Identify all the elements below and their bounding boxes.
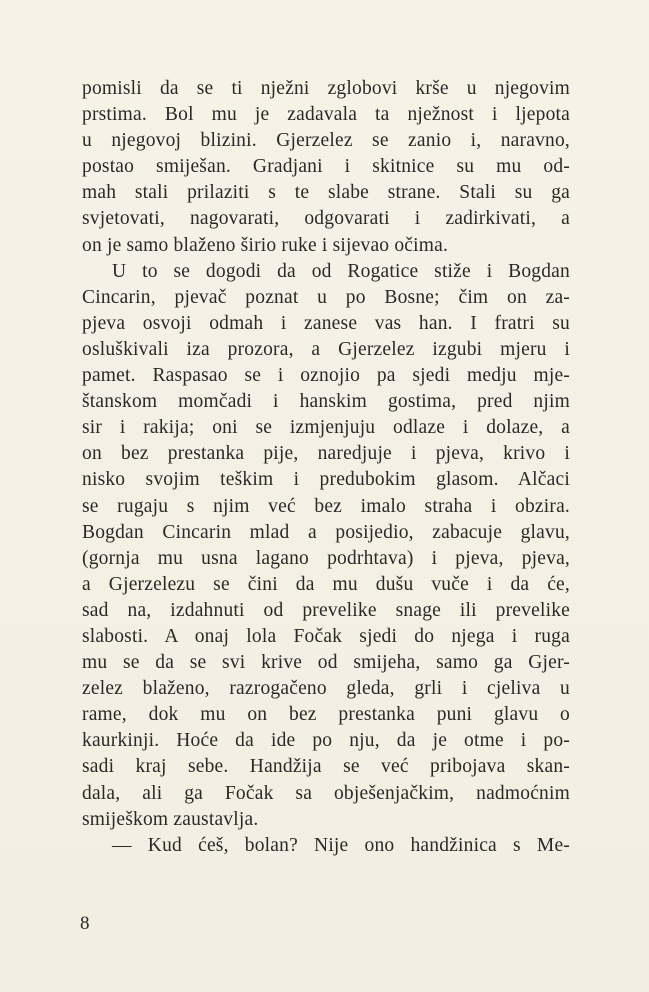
text-line: zelez blaženo, razrogačeno gleda, grli i cjeliva u — [82, 678, 570, 700]
text-line: se rugaju s njim već bez imalo straha i obzira. — [82, 495, 570, 517]
text-line: kaurkinji. Hoće da ide po nju, da je otme i po- — [82, 730, 570, 752]
text-line: sadi kraj sebe. Handžija se već pribojava skan- — [82, 756, 570, 778]
text-line: slabosti. A onaj lola Fočak sjedi do njega i ruga — [82, 625, 570, 647]
text-line: Bogdan Cincarin mlad a posijedio, zabacuje glavu, — [82, 521, 570, 543]
text-line: svjetovati, nagovarati, odgovarati i zadirkivati, a — [82, 208, 570, 230]
text-line: a Gjerzelezu se čini da mu dušu vuče i da će, — [82, 573, 570, 595]
text-line: pomisli da se ti nježni zglobovi krše u njegovim — [82, 78, 570, 99]
text-line: pjeva osvoji odmah i zanese vas han. I fratri su — [82, 312, 570, 334]
text-line: Cincarin, pjevač poznat u po Bosne; čim on za- — [82, 286, 570, 308]
text-line: rame, dok mu on bez prestanka puni glavu o — [82, 704, 570, 726]
text-line: mu se da se svi krive od smijeha, samo ga Gjer- — [82, 652, 570, 674]
body-text — [82, 76, 570, 859]
text-line: sad na, izdahnuti od prevelike snage ili prevelike — [82, 599, 570, 621]
text-line: (gornja mu usna lagano podrhtava) i pjeva, pjeva, — [82, 547, 570, 569]
text-line: osluškivali iza prozora, a Gjerzelez izgubi mjeru i — [82, 338, 570, 360]
text-line: postao smiješan. Gradjani i skitnice su mu od- — [82, 156, 570, 178]
text-line: smiješkom zaustavlja. — [82, 808, 259, 830]
page-number: 8 — [80, 913, 90, 934]
text-line: U to se dogodi da od Rogatice stiže i Bogdan — [112, 260, 570, 282]
text-line: on bez prestanka pije, naredjuje i pjeva, krivo i — [82, 443, 570, 465]
text-line: — Kud ćeš, bolan? Nije ono handžinica s Me- — [112, 834, 570, 856]
text-line: prstima. Bol mu je zadavala ta nježnost i ljepota — [82, 104, 570, 126]
text-line: dala, ali ga Fočak sa obješenjačkim, nadmoćnim — [82, 782, 570, 804]
text-line: nisko svojim teškim i predubokim glasom. Alčaci — [82, 469, 570, 491]
text-line: on je samo blaženo širio ruke i sijevao očima. — [82, 234, 449, 256]
text-line: mah stali prilaziti s te slabe strane. Stali su ga — [82, 182, 570, 204]
text-line: u njegovoj blizini. Gjerzelez se zanio i, naravno, — [82, 130, 570, 152]
text-line: sir i rakija; oni se izmjenjuju odlaze i dolaze, a — [82, 417, 570, 439]
text-line: štanskom momčadi i hanskim gostima, pred njim — [82, 391, 570, 413]
text-line: pamet. Raspasao se i oznojio pa sjedi medju mje- — [82, 365, 570, 387]
